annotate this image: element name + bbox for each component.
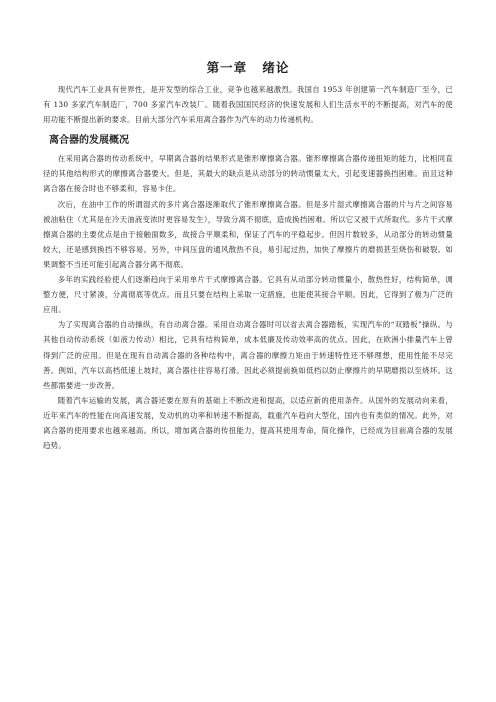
body-paragraph-5: 随着汽车运输的发展，离合器还要在原有的基础上不断改进和提高，以适应新的使用条件。从国外的发展动向来看，近年来汽车的性能在向高速发展，发动机的功率和转速不断提高，载重汽车趋向大型化，国内也有类似的情况。此外，对离合器的使用要求也越来越高。所以，增加离合器的传扭能力，提高其使用寿命，简化操作，已经成为目前离合器的发展趋势。 xyxy=(43,395,453,451)
body-paragraph-2: 次后，在油中工作的所谓湿式的多片离合器逐渐取代了锥形摩擦离合器。但是多片湿式摩擦离合器的片与片之间容易被油粘住（尤其是在冷天油液变浓时更容易发生），导致分离不彻底，造成换挡困难。所以它又被干式所取代。多片干式摩擦离合器的主要优点是由于接触面数多，故接合平顺柔和，保证了汽车的平稳起步。但因片数较多，从动部分的转动惯量较大，还是感到换挡不够容易。另外，中间压盘的通风散热不良，易引起过热，加快了摩擦片的磨损甚至烧伤和破裂。如果调整不当还可能引起离合器分离不彻底。 xyxy=(43,199,453,269)
body-paragraph-4: 为了实现离合器的自动操纵，有自动离合器。采用自动离合器时可以省去离合器踏板，实现汽车的“双踏板”操纵。与其他自动传动系统（如液力传动）相比，它具有结构简单，成本低廉及传动效率高的优点。因此，在欧洲小排量汽车上曾得到广泛的应用。但是在现有自动离合器的各种结构中，离合器的摩擦力矩由于转速特性还不够理想，使用性能不尽完善。例如，汽车以高档低速上坡时，离合器往往容易打滑。因此必须提前换如低档以防止摩擦片的早期磨损以至烧坏。这些都需要进一步改善。 xyxy=(43,320,453,390)
body-paragraph-3: 多年的实践经验使人们逐渐趋向于采用单片干式摩擦离合器。它具有从动部分转动惯量小，散热性好，结构简单，调整方便，尺寸紧凑，分离彻底等优点。而且只要在结构上采取一定措施，也能使其接合平顺。因此，它得到了极为广泛的应用。 xyxy=(43,275,453,315)
section-heading: 离合器的发展概况 xyxy=(49,135,129,147)
chapter-title: 第一章 绪论 xyxy=(206,60,290,75)
document-page xyxy=(43,60,453,453)
body-paragraph-1: 在采用离合器的传动系统中，早期离合器的结果形式是锥形摩擦离合器。锥形摩擦离合器传递扭矩的能力，比相同直径的其他结构形式的摩擦离合器要大。但是，其最大的缺点是从动部分的转动惯量太大，引起变速器换挡困难。而且这种离合器在接合时也不够柔和，容易卡住。 xyxy=(43,154,453,194)
intro-paragraph: 现代汽车工业具有世界性，是开发型的综合工业，竞争也越来越激烈。我国自 1953 年创建第一汽车制造厂至今，已有 130 多家汽车制造厂，700 多家汽车改装厂。随着我国国民经济的快速发展和人们生活水平的不断提高，对汽车的使用功能不断提出新的要求。目前大部分汽车采用离合器作为汽车的动力传递机构。 xyxy=(43,85,453,125)
